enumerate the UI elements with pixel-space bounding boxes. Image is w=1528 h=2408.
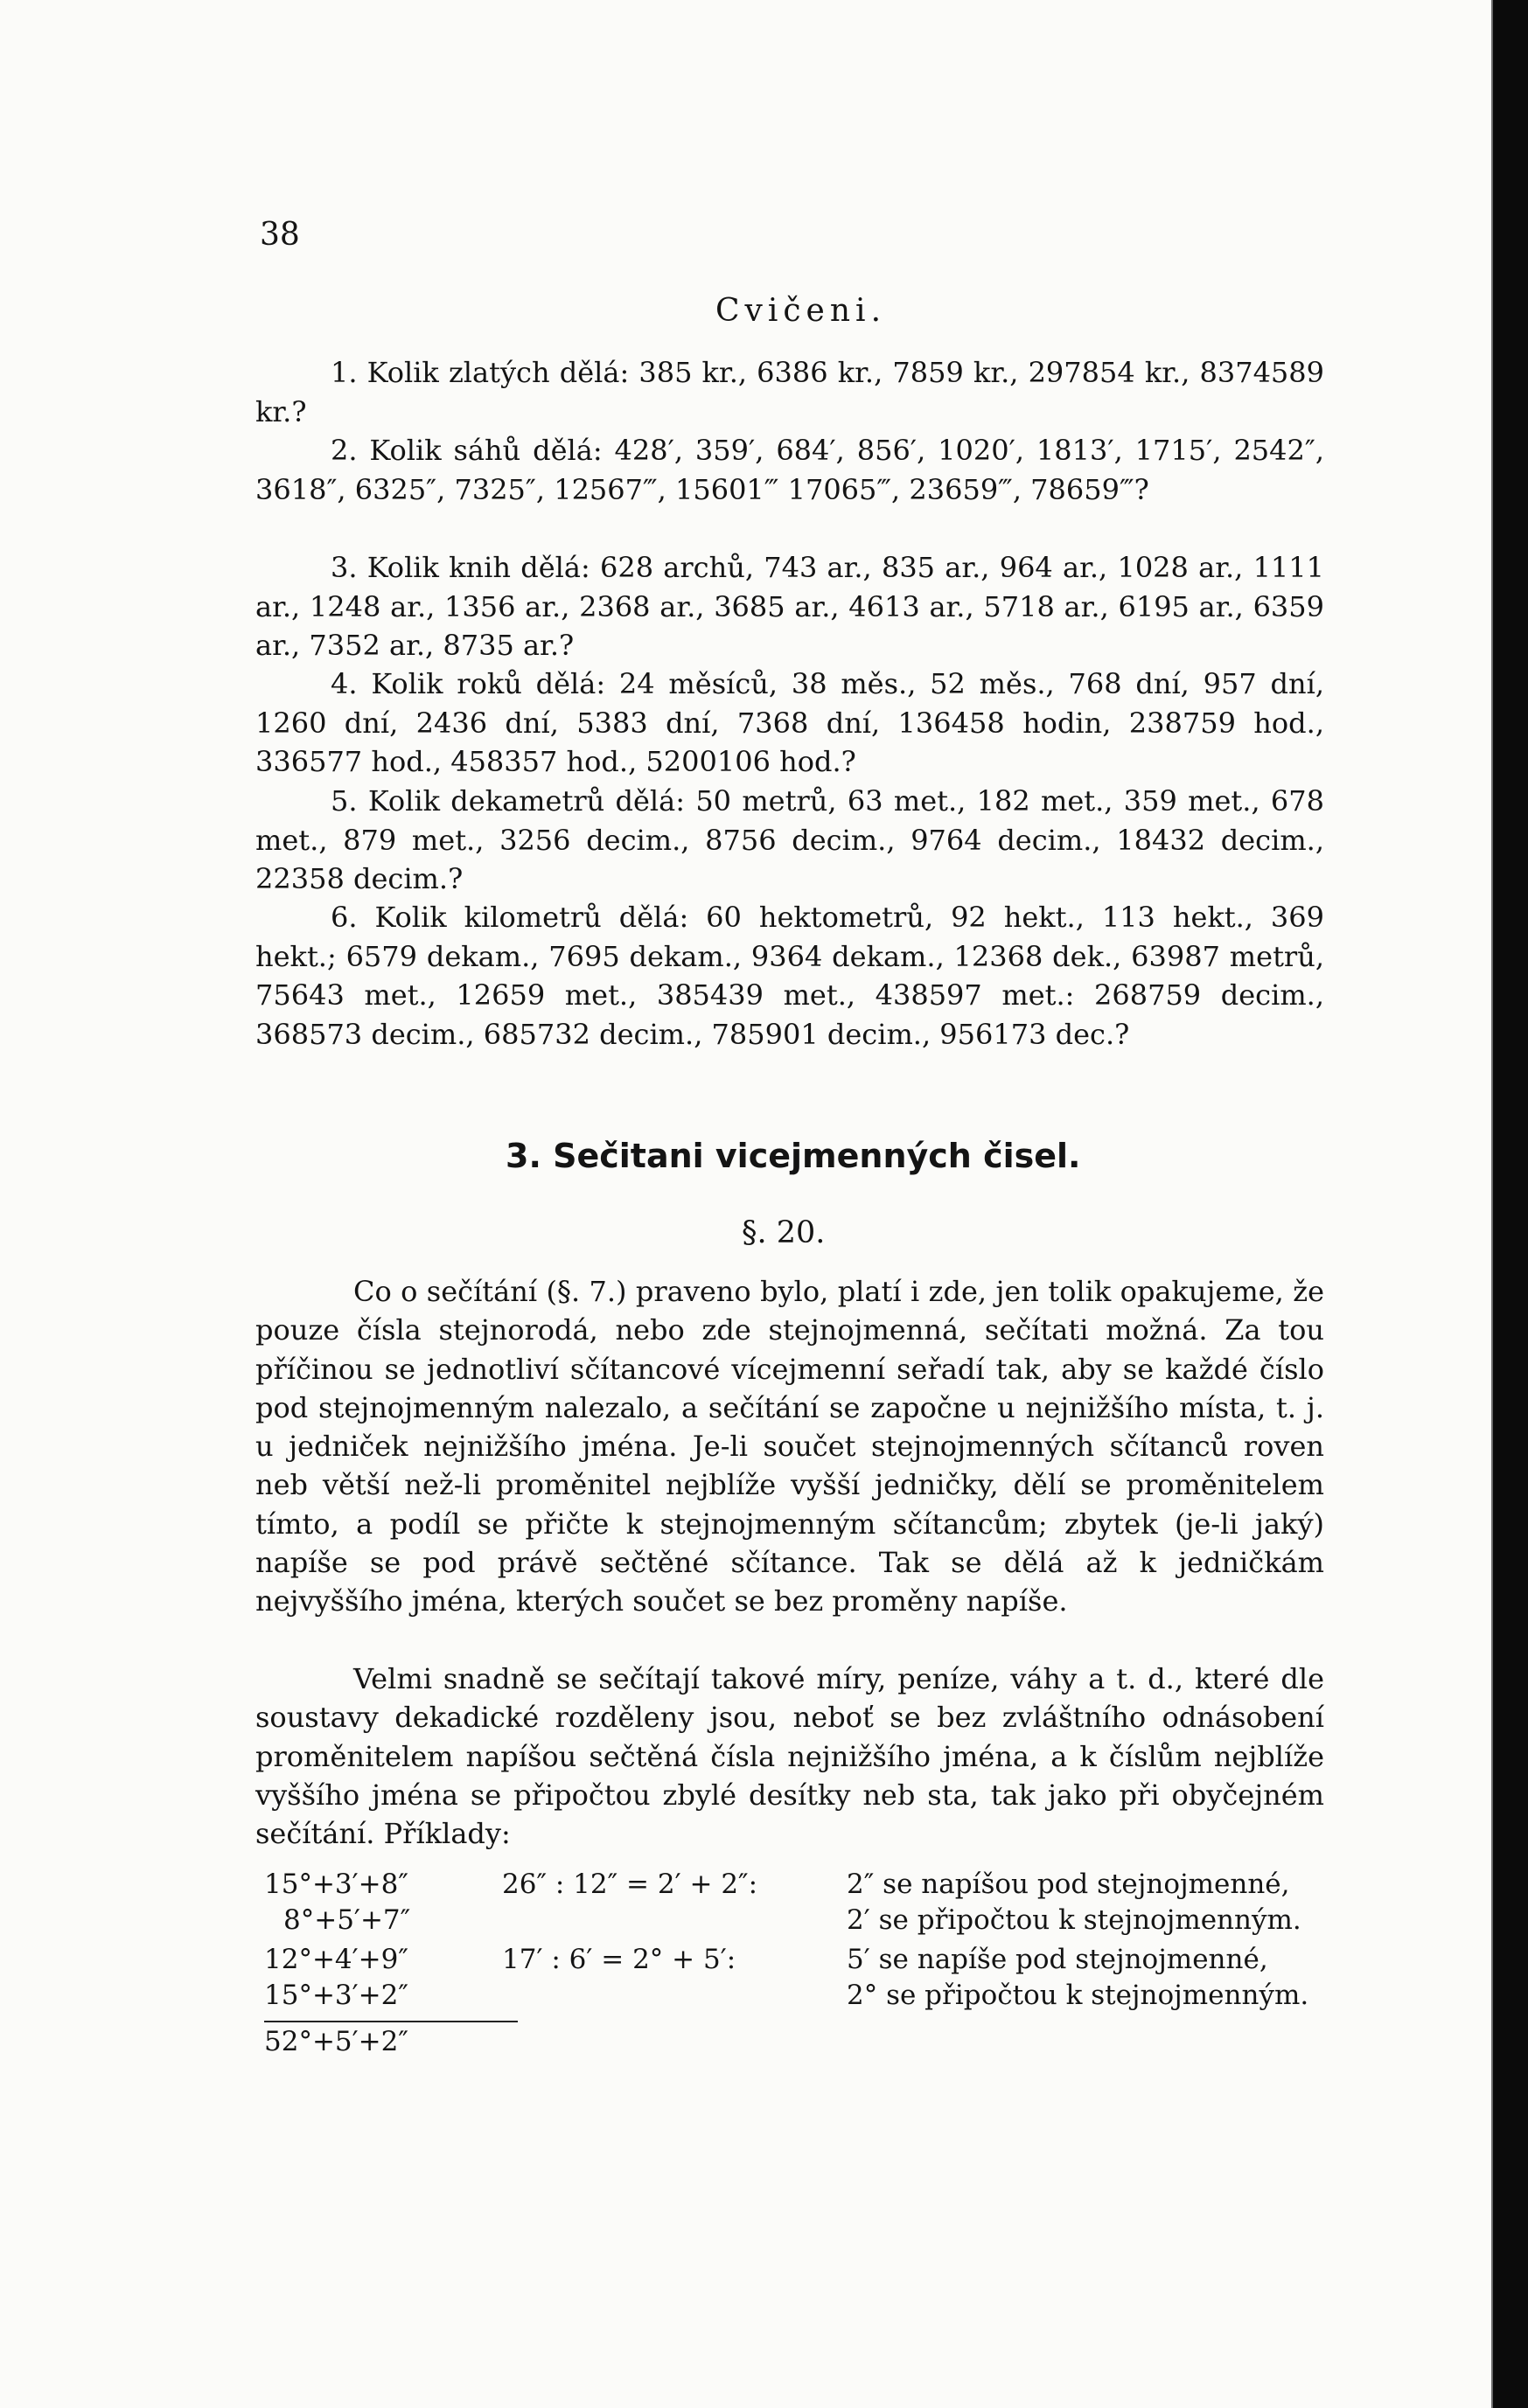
chapter-heading: 3. Sečitani vicejmenných čisel. <box>506 1137 1081 1175</box>
sum-result: 52°+5′+2″ <box>264 2021 518 2060</box>
exercise-5: 5. Kolik dekametrů dělá: 50 metrů, 63 met., 182 met., 359 met., 678 met., 879 met., 3256 decim., 8756 decim., 9764 decim., 18432 decim., 22358 decim.? <box>255 784 1324 895</box>
step-minutes: 17′ : 6′ = 2° + 5′: <box>502 1944 736 1975</box>
exercise-3: 3. Kolik knih dělá: 628 archů, 743 ar., 835 ar., 964 ar., 1028 ar., 1111 ar., 1248 ar., 1356 ar., 2368 ar., 3685 ar., 4613 ar., 5718 ar., 6195 ar., 6359 ar., 7352 ar., 8735 ar.? <box>255 551 1324 662</box>
scan-edge <box>1491 0 1528 2408</box>
section-heading: Cvičeni. <box>715 293 887 329</box>
addend-1: 15°+3′+8″ <box>264 1869 408 1900</box>
note-4: 2° se připočtou k stejnojmenným. <box>847 1980 1309 2011</box>
exercise-1: 1. Kolik zlatých dělá: 385 kr., 6386 kr., 7859 kr., 297854 kr., 8374589 kr.? <box>255 356 1324 428</box>
paragraph-1: Co o sečítání (§. 7.) praveno bylo, platí i zde, jen tolik opakujeme, že pouze čísla stejnorodá, nebo zde stejnojmenná, sečítati možná. Za tou příčinou se jednotliví sčítancové vícejmenní seřadí tak, aby se každé číslo pod stejnojmenným nalezalo, a sečítání se započne u nejnižšího místa, t. j. u jedniček nejnižšího jména. Je-li součet stejnojmenných sčítanců roven neb větší než-li proměnitel nejblíže vyšší jedničky, dělí se proměnitelem tímto, a podíl se přičte k stejnojmenným sčítancům; zbytek (je-li jaký) napíše se pod právě sečtěné sčítance. Tak se dělá až k jedničkám nejvyššího jména, kterých součet se bez proměny napíše. <box>255 1275 1324 1618</box>
exercise-2: 2. Kolik sáhů dělá: 428′, 359′, 684′, 856′, 1020′, 1813′, 1715′, 2542″, 3618″, 6325″, 7325″, 12567‴, 15601‴ 17065‴, 23659‴, 78659‴? <box>255 434 1324 506</box>
note-1: 2″ se napíšou pod stejnojmenné, <box>847 1869 1290 1900</box>
addend-2: 8°+5′+7″ <box>283 1904 411 1936</box>
note-2: 2′ se připočtou k stejnojmenným. <box>847 1904 1301 1936</box>
exercise-6: 6. Kolik kilometrů dělá: 60 hektometrů, 92 hekt., 113 hekt., 369 hekt.; 6579 dekam., 7695 dekam., 9364 dekam., 12368 dek., 63987 metrů, 75643 met., 12659 met., 385439 met., 438597 met.: 268759 decim., 368573 decim., 685732 decim., 785901 decim., 956173 dec.? <box>255 901 1324 1051</box>
addend-4: 15°+3′+2″ <box>264 1980 408 2011</box>
page-edge-line <box>1491 0 1493 2408</box>
note-3: 5′ se napíše pod stejnojmenné, <box>847 1944 1268 1975</box>
exercise-4: 4. Kolik roků dělá: 24 měsíců, 38 měs., 52 měs., 768 dní, 957 dní, 1260 dní, 2436 dní, 5383 dní, 7368 dní, 136458 hodin, 238759 hod., 336577 hod., 458357 hod., 5200106 hod.? <box>255 667 1324 778</box>
paragraph-mark: §. 20. <box>742 1215 826 1250</box>
paragraph-2: Velmi snadně se sečítají takové míry, peníze, váhy a t. d., které dle soustavy dekadické rozděleny jsou, neboť se bez zvláštního odnásobení proměnitelem napíšou sečtěná čísla nejnižšího jména, a k číslům nejblíže vyššího jména se připočtou zbylé desítky neb sta, tak jako při obyčejném sečítání. Příklady: <box>255 1662 1324 1851</box>
step-seconds: 26″ : 12″ = 2′ + 2″: <box>502 1869 758 1900</box>
page-number: 38 <box>260 217 300 253</box>
addend-3: 12°+4′+9″ <box>264 1944 408 1975</box>
